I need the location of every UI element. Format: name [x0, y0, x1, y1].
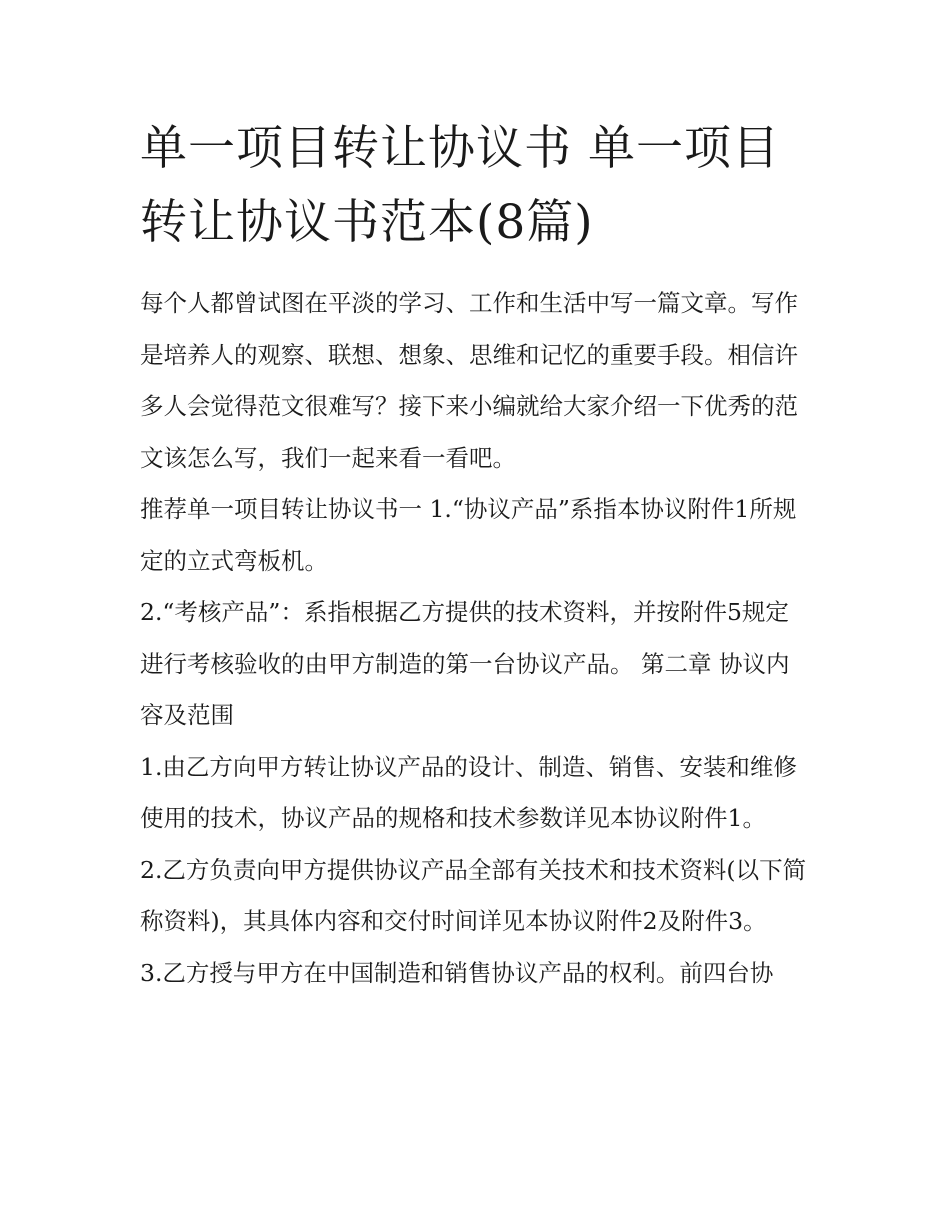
clause-scope-2: 2.乙方负责向甲方提供协议产品全部有关技术和技术资料(以下简称资料)，其具体内容和交付时间详见本协议附件2及附件3。	[140, 855, 807, 935]
clause-scope-1: 1.由乙方向甲方转让协议产品的设计、制造、销售、安装和维修使用的技术，协议产品的规格和技术参数详见本协议附件1。	[140, 752, 797, 832]
clause-definition-assessment: 2.“考核产品”：系指根据乙方提供的技术资料，并按附件5规定进行考核验收的由甲方制造的第一台协议产品。 第二章 协议内容及范围	[140, 598, 790, 729]
document-title: 单一项目转让协议书 单一项目转让协议书范本(8篇)	[140, 121, 780, 250]
document-body	[140, 112, 812, 999]
intro-paragraph: 每个人都曾试图在平淡的学习、工作和生活中写一篇文章。写作是培养人的观察、联想、想象、思维和记忆的重要手段。相信许多人会觉得范文很难写？接下来小编就给大家介绍一下优秀的范文该怎么写，我们一起来看一看吧。	[140, 289, 798, 472]
clause-scope-3: 3.乙方授与甲方在中国制造和销售协议产品的权利。前四台协	[140, 958, 774, 987]
clause-definition-product: 推荐单一项目转让协议书一 1.“协议产品”系指本协议附件1所规定的立式弯板机。	[140, 495, 797, 575]
